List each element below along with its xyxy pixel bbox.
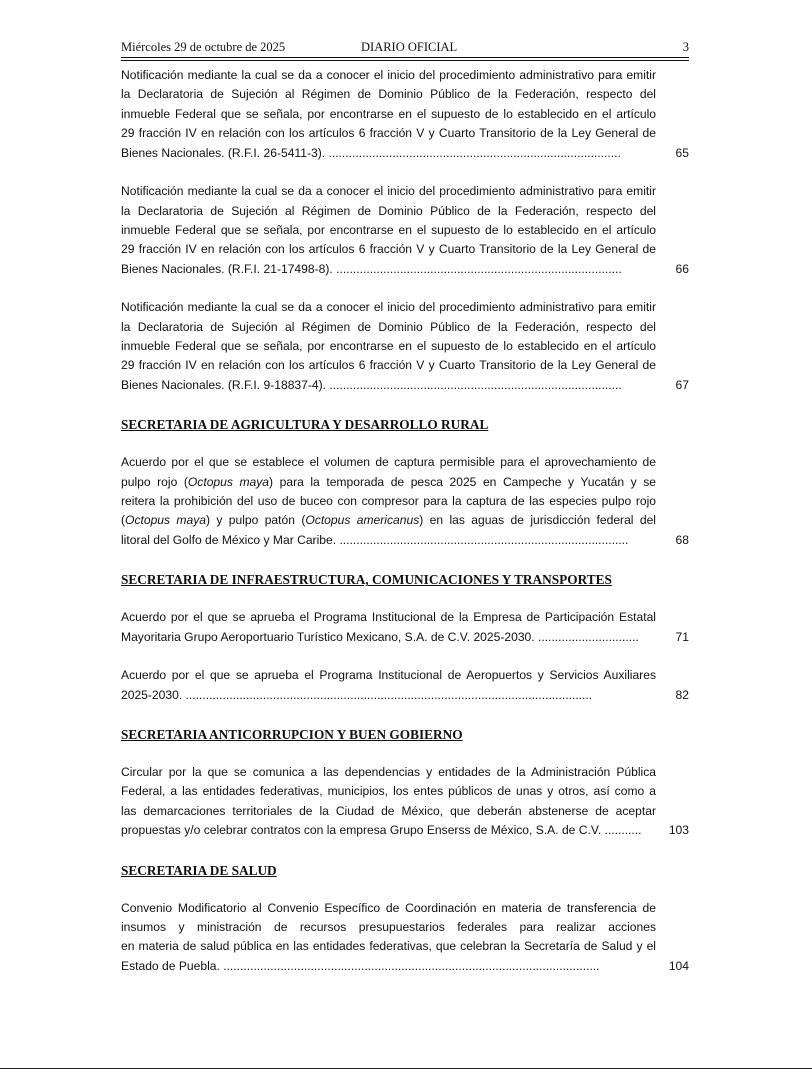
toc-entry-line: las demarcaciones territoriales de la Ciudad de México, que deberán abstenerse de aceptar [121,803,656,818]
spacer [121,163,689,182]
spacer [121,434,689,453]
toc-entry-text [121,899,656,977]
section-heading: SECRETARIA DE AGRICULTURA Y DESARROLLO RURAL [121,417,489,433]
toc-entry [121,66,689,163]
spacer [121,395,689,415]
section-heading: SECRETARIA DE SALUD [121,862,277,878]
toc-entry-line: la Declaratoria de Sujeción al Régimen de Dominio Público de la Federación, respecto del [121,87,656,102]
section-heading: SECRETARIA DE INFRAESTRUCTURA, COMUNICACIONES Y TRANSPORTES [121,572,612,588]
toc-entry-line: Circular por la que se comunica a las dependencias y entidades de la Administración Pública [121,765,656,780]
toc-page-number: 67 [675,377,689,392]
toc-entry-line: propuestas y/o celebrar contratos con la empresa Grupo Enserss de México, S.A. de C.V. ........... [121,823,642,838]
page-bottom-edge [0,1068,812,1069]
toc-entry [121,298,689,395]
toc-entry-line: Notificación mediante la cual se da a conocer el inicio del procedimiento administrativo para emitir [121,68,656,82]
spacer [121,705,689,725]
toc-entry-line: Notificación mediante la cual se da a conocer el inicio del procedimiento administrativo para emitir [121,300,656,315]
toc-page-number: 65 [675,145,689,160]
header-rule-bottom [121,60,689,61]
running-header [121,40,689,58]
toc-entry-line: inmueble Federal que se señala, por encontrarse en el supuesto de lo establecido en el artículo [121,339,656,354]
toc-entry-line: (Octopus maya) y pulpo patón (Octopus americanus) en las aguas de jurisdicción federal del [121,513,656,528]
toc-entry-line: Estado de Puebla. ................................................................................................................ [121,958,600,973]
toc-entry [121,453,689,550]
spacer [121,744,689,763]
toc-page-number: 103 [668,823,689,838]
toc-entry-text [121,453,656,550]
toc-entry [121,763,689,841]
spacer [121,647,689,666]
toc-entry-line: 29 fracción IV en relación con los artículos 6 fracción V y Cuarto Transitorio de la Ley General de [121,242,656,257]
spacer [121,880,689,899]
toc-entry-line: Bienes Nacionales. (R.F.I. 9-18837-4). ....................................................................................... [121,377,622,392]
toc-entry-text [121,763,656,841]
toc-entry-line: 29 fracción IV en relación con los artículos 6 fracción V y Cuarto Transitorio de la Ley General de [121,126,656,141]
toc-entry-line: pulpo rojo (Octopus maya) para la temporada de pesca 2025 en Campeche y Yucatán y se [121,474,656,489]
toc-entry-line: Bienes Nacionales. (R.F.I. 21-17498-8). ..................................................................................... [121,261,622,276]
toc-entry-line: la Declaratoria de Sujeción al Régimen de Dominio Público de la Federación, respecto del [121,319,656,334]
toc-page-number: 68 [675,532,689,547]
section-heading: SECRETARIA ANTICORRUPCION Y BUEN GOBIERNO [121,727,463,743]
header-page-number: 3 [682,40,689,54]
toc-entry [121,899,689,977]
toc-entry-line: insumos y ministración de recursos presupuestarios federales para realizar acciones [121,920,656,934]
toc-entry-line: 29 fracción IV en relación con los artículos 6 fracción V y Cuarto Transitorio de la Ley General de [121,358,656,373]
toc-entry-line: 2025-2030. ......................................................................................................................... [121,687,593,702]
toc-entry-line: inmueble Federal que se señala, por encontrarse en el supuesto de lo establecido en el artículo [121,222,656,237]
spacer [121,550,689,570]
toc-page-number: 71 [675,629,689,644]
header-date: Miércoles 29 de octubre de 2025 [121,40,286,54]
toc-entry [121,182,689,279]
table-of-contents [121,66,689,976]
toc-entry-text [121,666,656,705]
toc-entry-text [121,66,656,163]
spacer [121,841,689,861]
toc-entry-line: Notificación mediante la cual se da a conocer el inicio del procedimiento administrativo para emitir [121,184,656,199]
header-title: DIARIO OFICIAL [361,40,458,54]
toc-entry-line: Acuerdo por el que se aprueba el Programa Institucional de la Empresa de Participación Estatal [121,610,656,625]
toc-page-number: 66 [675,261,689,276]
toc-entry-line: en materia de salud pública en las entidades federativas, que celebran la Secretaría de Salud y el [121,939,656,954]
toc-page-number: 82 [675,687,689,702]
toc-entry-line: inmueble Federal que se señala, por encontrarse en el supuesto de lo establecido en el artículo [121,106,656,121]
toc-entry-line: litoral del Golfo de México y Mar Caribe. ...................................................................................... [121,532,629,547]
toc-entry-line: Convenio Modificatorio al Convenio Específico de Coordinación en materia de transferencia de [121,900,656,915]
toc-entry-text [121,182,656,279]
toc-entry-line: Federal, a las entidades federativas, municipios, los entes públicos de unas y otros, así como a [121,784,656,799]
toc-entry-line: Mayoritaria Grupo Aeroportuario Turístico Mexicano, S.A. de C.V. 2025-2030. .............................. [121,629,639,644]
toc-entry [121,608,689,647]
toc-entry-text [121,608,656,647]
toc-page-number: 104 [668,958,689,973]
toc-entry-line: Acuerdo por el que se establece el volumen de captura permisible para el aprovechamiento de [121,455,656,470]
spacer [121,589,689,608]
toc-entry-text [121,298,656,395]
toc-entry [121,666,689,705]
toc-entry-line: Acuerdo por el que se aprueba el Programa Institucional de Aeropuertos y Servicios Auxiliares [121,668,656,683]
spacer [121,279,689,298]
toc-entry-line: Bienes Nacionales. (R.F.I. 26-5411-3). ....................................................................................... [121,145,621,160]
toc-entry-line: la Declaratoria de Sujeción al Régimen de Dominio Público de la Federación, respecto del [121,203,656,218]
header-rule-top [121,57,689,58]
toc-entry-line: reitera la prohibición del uso de buceo con compresor para la captura de las especies pulpo rojo [121,494,656,509]
